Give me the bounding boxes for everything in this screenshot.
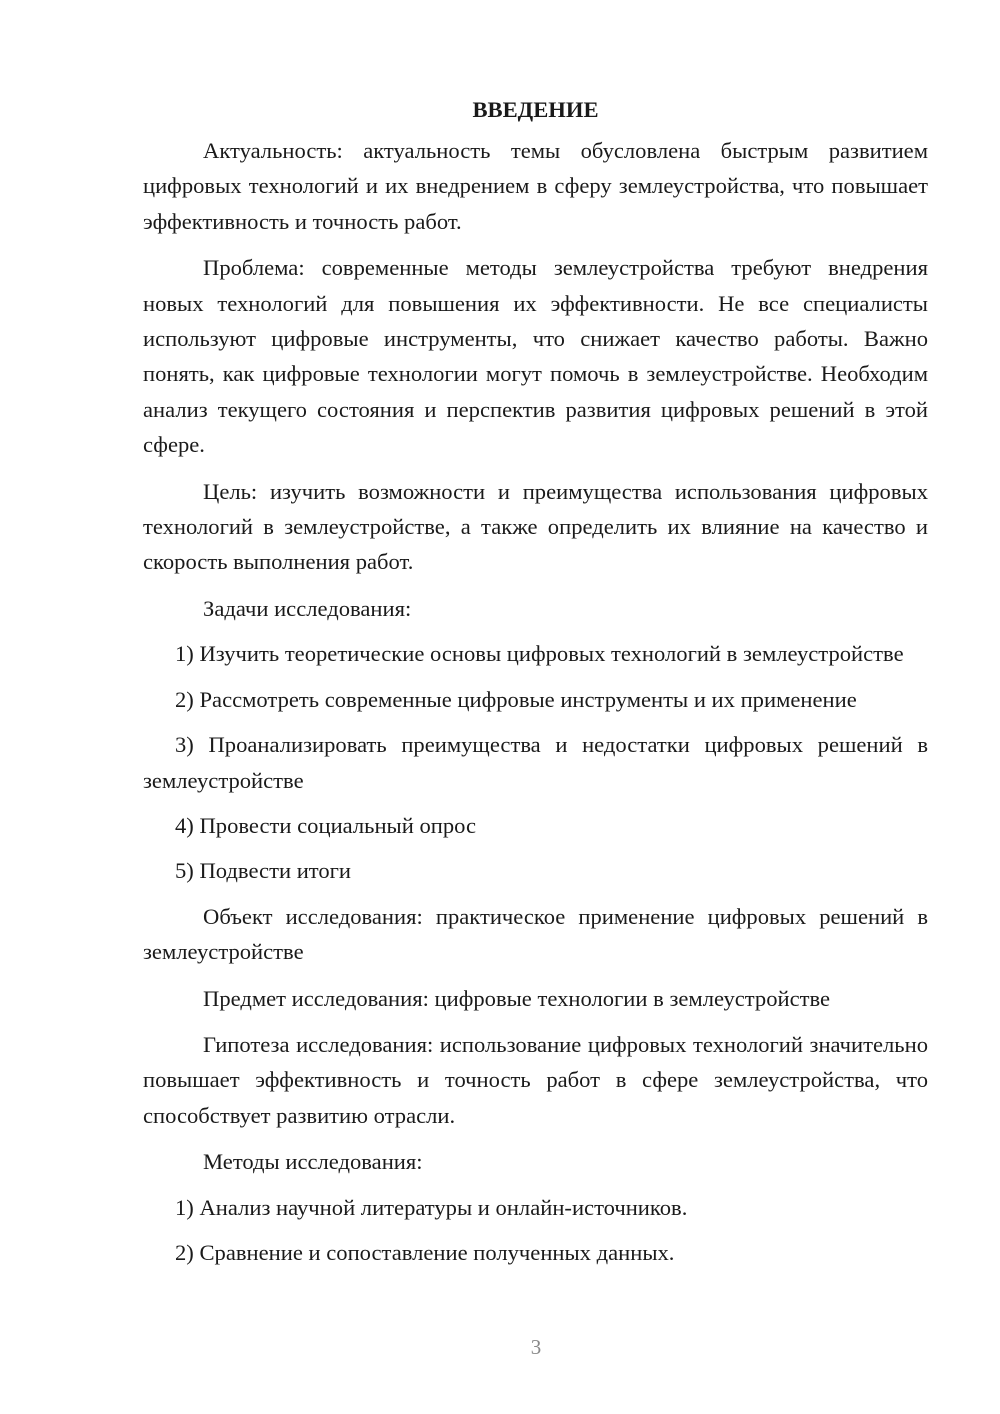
tasks-heading: Задачи исследования:	[203, 595, 412, 621]
section-title: ВВЕДЕНИЕ	[472, 97, 599, 122]
relevance-paragraph: Актуальность: актуальность темы обусловлена быстрым развитием цифровых технологий и их внедрением в сферу землеустройства, что повышает эффективность и точность работ.	[143, 138, 928, 234]
problem-paragraph: Проблема: современные методы землеустройства требуют внедрения новых технологий для повышения их эффективности. Не все специалисты используют цифровые инструменты, что снижает качество работы. Важно понять, как цифровые технологии могут помочь в землеустройстве. Необходим анализ текущего состояния и перспектив развития цифровых решений в этой сфере.	[143, 255, 928, 458]
tasks-list	[143, 636, 928, 888]
task-item-1: 1) Изучить теоретические основы цифровых технологий в землеустройстве	[175, 641, 904, 667]
task-item-2: 2) Рассмотреть современные цифровые инструменты и их применение	[175, 686, 857, 712]
subject-paragraph: Предмет исследования: цифровые технологии в землеустройстве	[203, 985, 831, 1011]
methods-heading: Методы исследования:	[203, 1149, 423, 1175]
methods-list	[143, 1190, 928, 1271]
method-item-1: 1) Анализ научной литературы и онлайн-источников.	[175, 1194, 688, 1220]
method-item-2: 2) Сравнение и сопоставление полученных данных.	[175, 1239, 675, 1265]
task-item-4: 4) Провести социальный опрос	[175, 812, 477, 838]
page-number: 3	[530, 1335, 542, 1359]
task-item-3: 3) Проанализировать преимущества и недостатки цифровых решений в землеустройстве	[143, 732, 928, 793]
object-paragraph: Объект исследования: практическое применение цифровых решений в землеустройстве	[143, 903, 928, 965]
task-item-5: 5) Подвести итоги	[175, 858, 352, 884]
hypothesis-paragraph: Гипотеза исследования: использование цифровых технологий значительно повышает эффективность и точность работ в сфере землеустройства, что способствует развитию отрасли.	[143, 1031, 928, 1128]
goal-paragraph: Цель: изучить возможности и преимущества использования цифровых технологий в землеустройстве, а также определить их влияние на качество и скорость выполнения работ.	[143, 478, 928, 575]
document-page	[143, 92, 928, 1280]
